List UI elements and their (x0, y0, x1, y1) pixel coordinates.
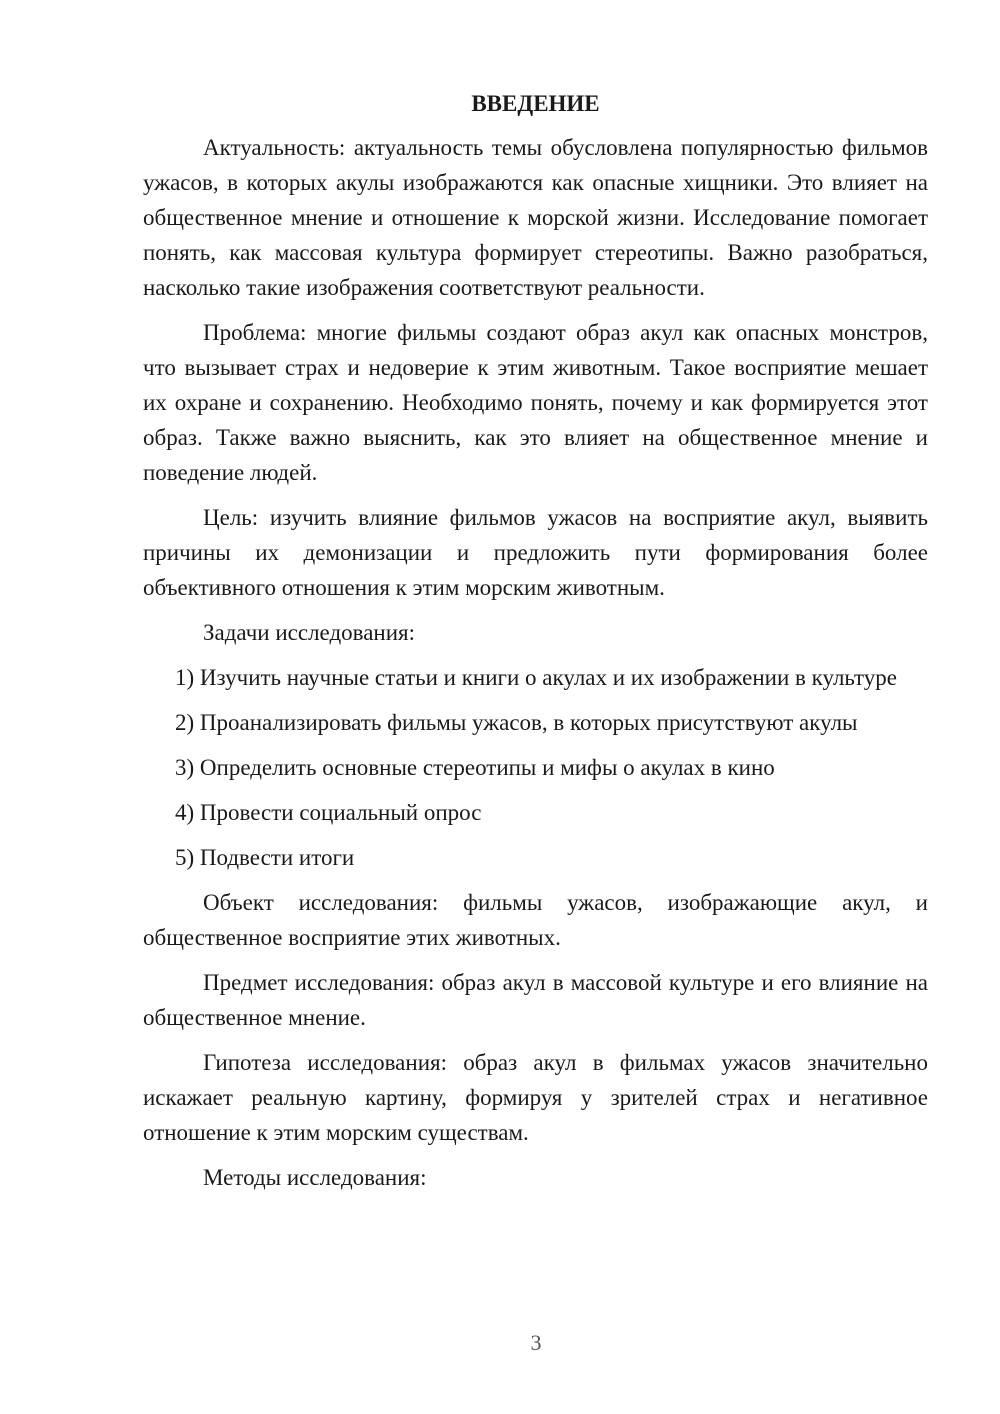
methods-title: Методы исследования: (203, 1165, 427, 1190)
list-item: 5) Подвести итоги (175, 845, 355, 870)
list-item: 1) Изучить научные статьи и книги о акулах и их изображении в культуре (175, 665, 898, 690)
hypothesis-paragraph: Гипотеза исследования: образ акул в фильмах ужасов значительно искажает реальную картину, формируя у зрителей страх и негативное отношение к этим морским существам. (143, 1050, 928, 1145)
problem-paragraph: Проблема: многие фильмы создают образ акул как опасных монстров, что вызывает страх и недоверие к этим животным. Такое восприятие мешает их охране и сохранению. Необходимо понять, почему и как формируется этот образ. Также важно выяснить, как это влияет на общественное мнение и поведение людей. (143, 320, 928, 485)
list-item: 2) Проанализировать фильмы ужасов, в которых присутствуют акулы (175, 710, 858, 735)
subject-paragraph: Предмет исследования: образ акул в массовой культуре и его влияние на общественное мнение. (143, 970, 928, 1030)
relevance-paragraph: Актуальность: актуальность темы обусловлена популярностью фильмов ужасов, в которых акулы изображаются как опасные хищники. Это влияет на общественное мнение и отношение к морской жизни. Исследование помогает понять, как массовая культура формирует стереотипы. Важно разобраться, насколько такие изображения соответствуют реальности. (143, 135, 928, 300)
list-item: 4) Провести социальный опрос (175, 800, 482, 825)
object-paragraph: Объект исследования: фильмы ужасов, изображающие акул, и общественное восприятие этих животных. (143, 890, 928, 950)
document-page (143, 90, 928, 1205)
tasks-title: Задачи исследования: (203, 620, 416, 645)
page-title: ВВЕДЕНИЕ (471, 91, 600, 116)
goal-paragraph: Цель: изучить влияние фильмов ужасов на восприятие акул, выявить причины их демонизации и предложить пути формирования более объективного отношения к этим морским животным. (143, 505, 928, 600)
page-number: 3 (530, 1330, 542, 1355)
tasks-list (143, 660, 928, 875)
list-item: 3) Определить основные стереотипы и мифы о акулах в кино (175, 755, 775, 780)
